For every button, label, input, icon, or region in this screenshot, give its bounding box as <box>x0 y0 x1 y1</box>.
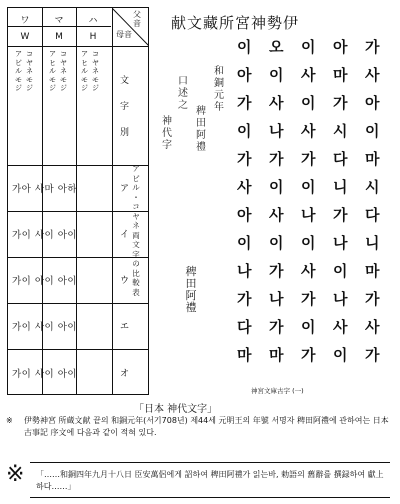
vertical-char: ジ <box>60 84 67 92</box>
specimen-title: 献文藏所宮神勢伊 <box>171 14 300 32</box>
vertical-char: 阿 <box>185 289 197 302</box>
latin-header-h: H <box>89 32 97 42</box>
vertical-char: ア <box>49 50 56 58</box>
specimen-glyph: 가 <box>269 262 283 280</box>
vertical-char: ヒ <box>81 58 88 67</box>
vertical-char: ジ <box>26 84 33 92</box>
vertical-char: ・ <box>132 192 140 202</box>
specimen-glyph: 다 <box>237 318 251 336</box>
specimen-glyph: 이 <box>301 234 315 252</box>
header-chars-label <box>120 68 129 146</box>
vertical-char: 銅 <box>214 78 224 89</box>
vertical-char: モ <box>49 75 56 84</box>
kana-header-ha: ハ <box>88 16 98 26</box>
specimen-glyph: 시 <box>333 122 347 140</box>
handwritten-note <box>177 76 189 112</box>
vertical-char: 田 <box>196 118 206 129</box>
note-mark: ※ <box>6 416 13 425</box>
specimen-glyph: 이 <box>333 346 347 364</box>
vertical-char: 之 <box>178 100 188 111</box>
vertical-char: モ <box>60 75 67 84</box>
specimen-glyph: 이 <box>269 66 283 84</box>
note-text: 伊勢神宮 所蔵文献 끝의 和銅元年(서기708년) 제44세 元明王의 年號 서명자 稗田阿禮에 관하여는 日本 古事記 序文에 다음과 같이 적혀 있다. <box>24 416 389 437</box>
vertical-char: 禮 <box>185 301 197 314</box>
vertical-char: ヤ <box>26 58 33 67</box>
table-side-title <box>131 164 141 297</box>
specimen-glyph: 가 <box>237 150 251 168</box>
specimen-glyph: 가 <box>301 150 315 168</box>
vertical-char: ネ <box>60 67 67 75</box>
specimen-glyph: 마 <box>333 66 347 84</box>
vertical-char: ネ <box>132 221 140 230</box>
vertical-char: コ <box>60 50 67 58</box>
table-divider <box>8 257 148 258</box>
vertical-char: ヒ <box>49 58 56 67</box>
vertical-char: ジ <box>92 84 99 92</box>
specimen-glyph: 사 <box>301 262 315 280</box>
vertical-char: ビ <box>132 173 140 183</box>
vertical-char: 元 <box>214 90 224 101</box>
vertical-char: 阿 <box>196 130 206 141</box>
vertical-char: ヤ <box>92 58 99 67</box>
table-row-kana: ウ <box>120 276 130 286</box>
specimen-glyph: 아 <box>237 206 251 224</box>
vertical-char: 字 <box>132 249 140 259</box>
vertical-char: 表 <box>132 287 140 297</box>
table-row: 가이 사이 아이 <box>12 230 78 241</box>
header-top-label: 父音 <box>133 10 141 28</box>
vertical-char: 字 <box>162 140 172 151</box>
specimen-glyph: 사 <box>301 122 315 140</box>
specimen-glyph: 이 <box>301 178 315 196</box>
specimen-glyph: 사 <box>269 206 283 224</box>
table-row-kana: イ <box>120 230 130 240</box>
document-specimen <box>155 6 396 394</box>
kana-header-wa: ワ <box>20 16 30 26</box>
vertical-char: モ <box>15 75 22 84</box>
specimen-glyph: 가 <box>237 94 251 112</box>
specimen-glyph: 나 <box>269 122 283 140</box>
specimen-glyph: 마 <box>365 150 379 168</box>
vertical-char: 神 <box>162 116 172 127</box>
vertical-char: コ <box>26 50 33 58</box>
figure-caption: 「日本 神代文字」 <box>134 404 218 415</box>
specimen-glyph: 마 <box>237 346 251 364</box>
vertical-char: 年 <box>214 102 224 113</box>
vertical-char: 代 <box>162 128 172 139</box>
vertical-char: ヤ <box>132 211 140 221</box>
vertical-char: ジ <box>15 84 22 92</box>
handwritten-note <box>213 66 225 114</box>
specimen-glyph: 사 <box>269 94 283 112</box>
kana-header-ma: マ <box>54 16 64 26</box>
table-row: 가이 사이 아이 <box>12 322 78 333</box>
specimen-glyph: 니 <box>365 234 379 252</box>
latin-header-m: M <box>55 32 63 42</box>
specimen-glyph: 이 <box>333 262 347 280</box>
table-row: 가이 사이 아이 <box>12 369 78 380</box>
specimen-glyph: 이 <box>301 318 315 336</box>
vertical-char: ル <box>81 67 88 75</box>
table-divider <box>8 349 148 350</box>
vertical-char: 禮 <box>196 142 206 153</box>
table-divider <box>8 303 148 304</box>
table-row: 가이 아이 아이 <box>12 276 78 287</box>
vertical-char: 稗 <box>185 265 197 278</box>
vertical-char: 較 <box>132 278 140 287</box>
specimen-glyph: 이 <box>365 122 379 140</box>
vertical-char: ア <box>81 50 88 58</box>
vertical-char: 口 <box>178 76 188 87</box>
vertical-char: ル <box>15 67 22 75</box>
vertical-char: 文 <box>132 240 140 249</box>
vertical-char: 文 <box>120 76 130 86</box>
specimen-glyph: 오 <box>269 38 283 56</box>
vertical-char: ネ <box>92 67 99 75</box>
specimen-glyph: 가 <box>333 94 347 112</box>
table-divider <box>76 8 77 394</box>
specimen-glyph: 니 <box>333 178 347 196</box>
column-label-m <box>48 50 57 93</box>
specimen-glyph: 가 <box>269 150 283 168</box>
table-row-kana: ア <box>120 184 130 194</box>
vertical-char: ネ <box>26 67 33 75</box>
specimen-glyph: 사 <box>237 178 251 196</box>
table-divider <box>112 8 113 394</box>
vertical-char: 述 <box>178 88 188 99</box>
vertical-char: モ <box>81 75 88 84</box>
specimen-glyph: 다 <box>333 150 347 168</box>
vertical-char: 両 <box>132 230 140 240</box>
specimen-glyph: 사 <box>301 66 315 84</box>
specimen-glyph: 가 <box>301 346 315 364</box>
specimen-glyph: 아 <box>237 66 251 84</box>
specimen-glyph: 이 <box>237 122 251 140</box>
table-divider <box>8 26 111 27</box>
vertical-char: ジ <box>49 84 56 92</box>
table-row-kana: オ <box>120 369 130 379</box>
signature <box>185 266 197 314</box>
vertical-char: モ <box>26 75 33 84</box>
specimen-glyph: 나 <box>301 206 315 224</box>
specimen-glyph: 마 <box>365 262 379 280</box>
vertical-char: ア <box>132 164 140 173</box>
vertical-char: 別 <box>120 128 130 138</box>
column-label-w <box>14 50 23 93</box>
vertical-char: ア <box>15 50 22 58</box>
handwritten-note <box>161 116 173 152</box>
column-label-w <box>25 50 34 93</box>
header-diagonal <box>112 8 149 46</box>
table-row-kana: エ <box>120 322 130 332</box>
specimen-glyph: 이 <box>269 234 283 252</box>
specimen-glyph: 가 <box>301 290 315 308</box>
vertical-char: ジ <box>81 84 88 92</box>
specimen-glyph: 가 <box>365 290 379 308</box>
specimen-glyph: 사 <box>365 318 379 336</box>
table-divider <box>8 46 148 47</box>
vertical-char: の <box>132 259 140 268</box>
column-label-m <box>59 50 68 93</box>
vertical-char: ヤ <box>60 58 67 67</box>
specimen-glyph: 시 <box>365 178 379 196</box>
quotation-block <box>6 458 394 500</box>
vertical-char: コ <box>92 50 99 58</box>
specimen-glyph: 다 <box>365 206 379 224</box>
column-label-h <box>91 50 100 93</box>
specimen-glyph: 가 <box>365 346 379 364</box>
specimen-glyph: 이 <box>301 94 315 112</box>
table-divider <box>8 211 148 212</box>
specimen-glyph: 나 <box>237 262 251 280</box>
vertical-char: コ <box>132 202 140 211</box>
vertical-char: 字 <box>120 102 130 112</box>
specimen-glyph: 아 <box>365 94 379 112</box>
specimen-caption: 神宮文庫古字 (一) <box>251 387 304 395</box>
specimen-glyph: 이 <box>237 234 251 252</box>
specimen-glyph: 이 <box>237 38 251 56</box>
latin-header-w: W <box>20 32 30 42</box>
table-divider <box>8 165 148 166</box>
table-row: 가아 사마 아하 <box>12 184 78 195</box>
specimen-glyph: 나 <box>333 234 347 252</box>
specimen-glyph: 가 <box>237 290 251 308</box>
specimen-glyph: 마 <box>269 346 283 364</box>
specimen-glyph: 가 <box>365 38 379 56</box>
vertical-char: ル <box>49 67 56 75</box>
specimen-glyph: 나 <box>269 290 283 308</box>
handwritten-note <box>195 106 207 154</box>
specimen-glyph: 아 <box>333 38 347 56</box>
specimen-glyph: 사 <box>365 66 379 84</box>
specimen-glyph: 이 <box>269 178 283 196</box>
specimen-glyph: 이 <box>301 38 315 56</box>
column-label-h <box>80 50 89 93</box>
vertical-char: ル <box>132 183 140 192</box>
vertical-char: 比 <box>132 268 140 278</box>
specimen-glyph: 나 <box>333 290 347 308</box>
quote-text: 「……和銅四年九月十八日 臣安萬侶에게 詔하여 稗田阿禮가 읽는바, 勅語의 舊辭를 撰録하여 獻上하다……」 <box>36 470 384 491</box>
vertical-char: 稗 <box>196 106 206 117</box>
vertical-char: 和 <box>214 66 224 77</box>
vertical-char: ビ <box>15 58 22 67</box>
quote-mark: ※ <box>6 462 25 487</box>
table-divider <box>42 8 43 394</box>
vertical-char: 田 <box>185 277 197 290</box>
quote-box <box>30 462 390 498</box>
vertical-char: モ <box>92 75 99 84</box>
header-bottom-label: 母音 <box>116 30 132 39</box>
comparison-table <box>7 7 149 395</box>
specimen-glyph: 사 <box>333 318 347 336</box>
specimen-glyph: 가 <box>333 206 347 224</box>
specimen-glyph: 가 <box>269 318 283 336</box>
